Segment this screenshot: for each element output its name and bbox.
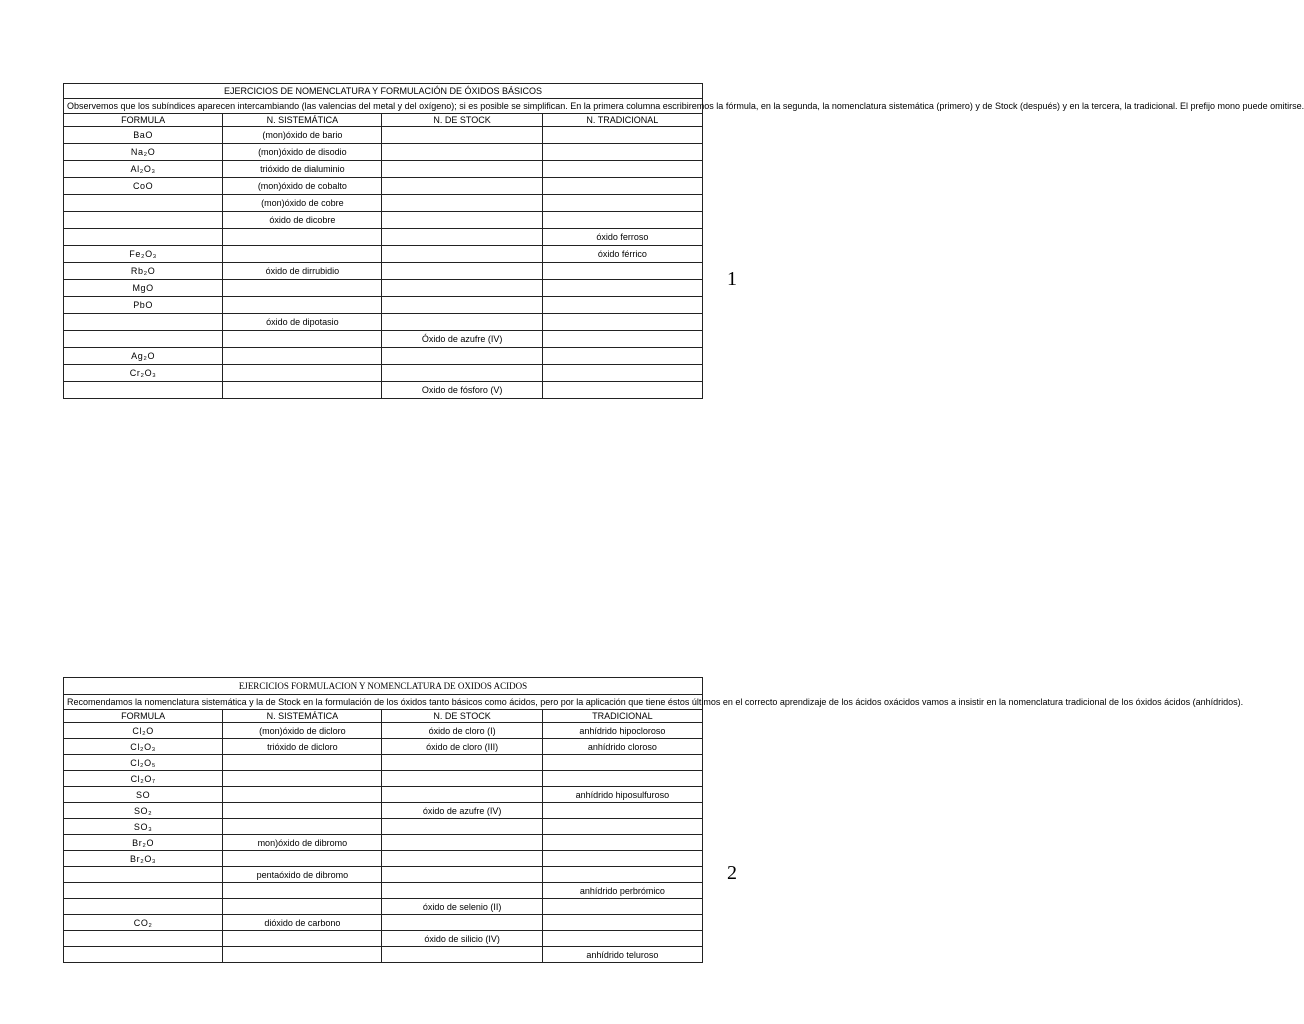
cell-stock	[382, 771, 542, 787]
cell-formula	[64, 229, 223, 246]
table-row	[64, 246, 703, 263]
table-row	[64, 382, 703, 399]
cell-tradicional	[542, 931, 702, 947]
cell-tradicional	[542, 331, 702, 348]
cell-tradicional	[542, 771, 702, 787]
cell-formula: Br₂O₃	[64, 851, 223, 867]
table1-body	[64, 127, 703, 399]
table-row	[64, 803, 703, 819]
table2-body	[64, 723, 703, 963]
oxidos-basicos-table	[63, 83, 1304, 399]
cell-formula	[64, 867, 223, 883]
cell-sistematica	[223, 819, 382, 835]
table-row	[64, 931, 703, 947]
cell-tradicional	[542, 127, 702, 144]
table-row	[64, 348, 703, 365]
table-row	[64, 739, 703, 755]
table-row	[64, 297, 703, 314]
table-row	[64, 755, 703, 771]
cell-tradicional	[542, 835, 702, 851]
table2-intro: Recomendamos la nomenclatura sistemática y la de Stock en la formulación de los óxidos tanto básicos como ácidos, pero por la aplicación que tiene éstos últimos en el correcto aprendizaje de los ácidos oxácidos vamos a insistir en la nomenclatura tradicional de los óxidos ácidos (anhídridos).	[64, 695, 703, 710]
cell-stock	[382, 365, 542, 382]
oxidos-acidos-table	[63, 677, 1244, 963]
cell-formula: Br₂O	[64, 835, 223, 851]
cell-stock	[382, 161, 542, 178]
cell-tradicional: anhídrido hiposulfuroso	[542, 787, 702, 803]
cell-formula: Rb₂O	[64, 263, 223, 280]
cell-stock: Oxido de fósforo (V)	[382, 382, 542, 399]
table-row	[64, 314, 703, 331]
cell-stock: óxido de selenio (II)	[382, 899, 542, 915]
cell-tradicional	[542, 382, 702, 399]
cell-tradicional	[542, 263, 702, 280]
cell-formula	[64, 899, 223, 915]
cell-stock	[382, 263, 542, 280]
cell-formula: Cl₂O₃	[64, 739, 223, 755]
cell-stock	[382, 787, 542, 803]
table-row	[64, 229, 703, 246]
cell-formula	[64, 331, 223, 348]
cell-tradicional: anhídrido cloroso	[542, 739, 702, 755]
cell-stock	[382, 127, 542, 144]
cell-stock	[382, 883, 542, 899]
table-row	[64, 771, 703, 787]
cell-formula: Cr₂O₃	[64, 365, 223, 382]
cell-sistematica: (mon)óxido de dicloro	[223, 723, 382, 739]
cell-formula	[64, 314, 223, 331]
cell-sistematica	[223, 803, 382, 819]
header-tradicional: TRADICIONAL	[542, 710, 702, 723]
cell-sistematica	[223, 851, 382, 867]
cell-sistematica	[223, 331, 382, 348]
cell-tradicional	[542, 365, 702, 382]
cell-tradicional	[542, 348, 702, 365]
cell-stock	[382, 915, 542, 931]
cell-sistematica	[223, 899, 382, 915]
cell-tradicional: anhídrido teluroso	[542, 947, 702, 963]
cell-stock: óxido de cloro (III)	[382, 739, 542, 755]
table-row	[64, 835, 703, 851]
cell-formula: Fe₂O₃	[64, 246, 223, 263]
cell-tradicional	[542, 819, 702, 835]
cell-formula: MgO	[64, 280, 223, 297]
cell-formula	[64, 382, 223, 399]
cell-tradicional: óxido férrico	[542, 246, 702, 263]
cell-sistematica: dióxido de carbono	[223, 915, 382, 931]
table-row	[64, 212, 703, 229]
cell-tradicional	[542, 755, 702, 771]
cell-stock	[382, 947, 542, 963]
cell-tradicional: anhídrido perbrómico	[542, 883, 702, 899]
cell-stock: óxido de cloro (I)	[382, 723, 542, 739]
cell-tradicional	[542, 195, 702, 212]
cell-sistematica	[223, 947, 382, 963]
table-row	[64, 263, 703, 280]
cell-sistematica	[223, 771, 382, 787]
cell-sistematica: óxido de dipotasio	[223, 314, 382, 331]
cell-sistematica: (mon)óxido de cobalto	[223, 178, 382, 195]
cell-formula	[64, 212, 223, 229]
table-row	[64, 365, 703, 382]
table-row	[64, 331, 703, 348]
cell-tradicional	[542, 314, 702, 331]
cell-formula: SO₂	[64, 803, 223, 819]
cell-formula: SO	[64, 787, 223, 803]
cell-stock	[382, 819, 542, 835]
cell-formula: SO₃	[64, 819, 223, 835]
cell-formula: CoO	[64, 178, 223, 195]
cell-stock	[382, 867, 542, 883]
cell-formula	[64, 883, 223, 899]
cell-stock: óxido de azufre (IV)	[382, 803, 542, 819]
table-row	[64, 867, 703, 883]
cell-stock	[382, 314, 542, 331]
cell-sistematica	[223, 382, 382, 399]
page-number: 2	[727, 862, 737, 884]
header-formula: FORMULA	[64, 114, 223, 127]
cell-tradicional	[542, 161, 702, 178]
cell-tradicional: óxido ferroso	[542, 229, 702, 246]
cell-tradicional: anhídrido hipocloroso	[542, 723, 702, 739]
cell-formula: Na₂O	[64, 144, 223, 161]
cell-stock	[382, 144, 542, 161]
cell-tradicional	[542, 297, 702, 314]
cell-tradicional	[542, 899, 702, 915]
cell-stock	[382, 195, 542, 212]
cell-formula: Cl₂O	[64, 723, 223, 739]
cell-formula: PbO	[64, 297, 223, 314]
cell-tradicional	[542, 144, 702, 161]
cell-stock: Óxido de azufre (IV)	[382, 331, 542, 348]
cell-tradicional	[542, 867, 702, 883]
table-row	[64, 915, 703, 931]
cell-sistematica	[223, 365, 382, 382]
header-stock: N. DE STOCK	[382, 114, 542, 127]
cell-sistematica	[223, 787, 382, 803]
cell-tradicional	[542, 212, 702, 229]
table-row	[64, 144, 703, 161]
cell-formula: BaO	[64, 127, 223, 144]
table-row	[64, 723, 703, 739]
cell-sistematica	[223, 755, 382, 771]
table-row	[64, 851, 703, 867]
cell-formula: CO₂	[64, 915, 223, 931]
cell-sistematica: óxido de dicobre	[223, 212, 382, 229]
cell-tradicional	[542, 915, 702, 931]
table2-title: EJERCICIOS FORMULACION Y NOMENCLATURA DE OXIDOS ACIDOS	[64, 678, 703, 695]
cell-tradicional	[542, 851, 702, 867]
cell-sistematica	[223, 229, 382, 246]
table-row	[64, 899, 703, 915]
header-sistematica: N. SISTEMÁTICA	[223, 710, 382, 723]
cell-sistematica: (mon)óxido de bario	[223, 127, 382, 144]
cell-stock	[382, 178, 542, 195]
cell-stock: óxido de silicio (IV)	[382, 931, 542, 947]
cell-stock	[382, 851, 542, 867]
table-row	[64, 161, 703, 178]
table-row	[64, 883, 703, 899]
cell-sistematica: (mon)óxido de disodio	[223, 144, 382, 161]
cell-sistematica: (mon)óxido de cobre	[223, 195, 382, 212]
cell-sistematica: trióxido de dialuminio	[223, 161, 382, 178]
header-stock: N. DE STOCK	[382, 710, 542, 723]
table-row	[64, 787, 703, 803]
cell-sistematica: óxido de dirrubidio	[223, 263, 382, 280]
cell-formula	[64, 947, 223, 963]
cell-sistematica	[223, 931, 382, 947]
cell-formula: Cl₂O₅	[64, 755, 223, 771]
cell-stock	[382, 755, 542, 771]
cell-sistematica	[223, 348, 382, 365]
cell-formula	[64, 931, 223, 947]
cell-stock	[382, 246, 542, 263]
header-sistematica: N. SISTEMÁTICA	[223, 114, 382, 127]
table1-intro: Observemos que los subíndices aparecen intercambiando (las valencias del metal y del oxígeno); si es posible se simplifican. En la primera columna escribiremos la fórmula, en la segunda, la nomenclatura sistemática (primero) y de Stock (después) y en la tercera, la tradicional. El prefijo mono puede omitirse.	[64, 99, 703, 114]
cell-sistematica: mon)óxido de dibromo	[223, 835, 382, 851]
cell-tradicional	[542, 178, 702, 195]
cell-stock	[382, 297, 542, 314]
cell-sistematica	[223, 246, 382, 263]
cell-sistematica: pentaóxido de dibromo	[223, 867, 382, 883]
cell-stock	[382, 348, 542, 365]
cell-stock	[382, 229, 542, 246]
page-number: 1	[727, 268, 737, 290]
cell-stock	[382, 280, 542, 297]
table-row	[64, 819, 703, 835]
cell-tradicional	[542, 803, 702, 819]
table1-title: EJERCICIOS DE NOMENCLATURA Y FORMULACIÓN DE ÓXIDOS BÁSICOS	[64, 84, 703, 99]
table-row	[64, 947, 703, 963]
cell-stock	[382, 835, 542, 851]
table-row	[64, 195, 703, 212]
cell-sistematica	[223, 280, 382, 297]
cell-formula	[64, 195, 223, 212]
cell-tradicional	[542, 280, 702, 297]
cell-formula: Ag₂O	[64, 348, 223, 365]
cell-stock	[382, 212, 542, 229]
table-row	[64, 178, 703, 195]
header-formula: FORMULA	[64, 710, 223, 723]
cell-sistematica: trióxido de dicloro	[223, 739, 382, 755]
cell-sistematica	[223, 883, 382, 899]
cell-sistematica	[223, 297, 382, 314]
table-row	[64, 127, 703, 144]
cell-formula: Al₂O₃	[64, 161, 223, 178]
cell-formula: Cl₂O₇	[64, 771, 223, 787]
header-tradicional: N. TRADICIONAL	[542, 114, 702, 127]
table-row	[64, 280, 703, 297]
